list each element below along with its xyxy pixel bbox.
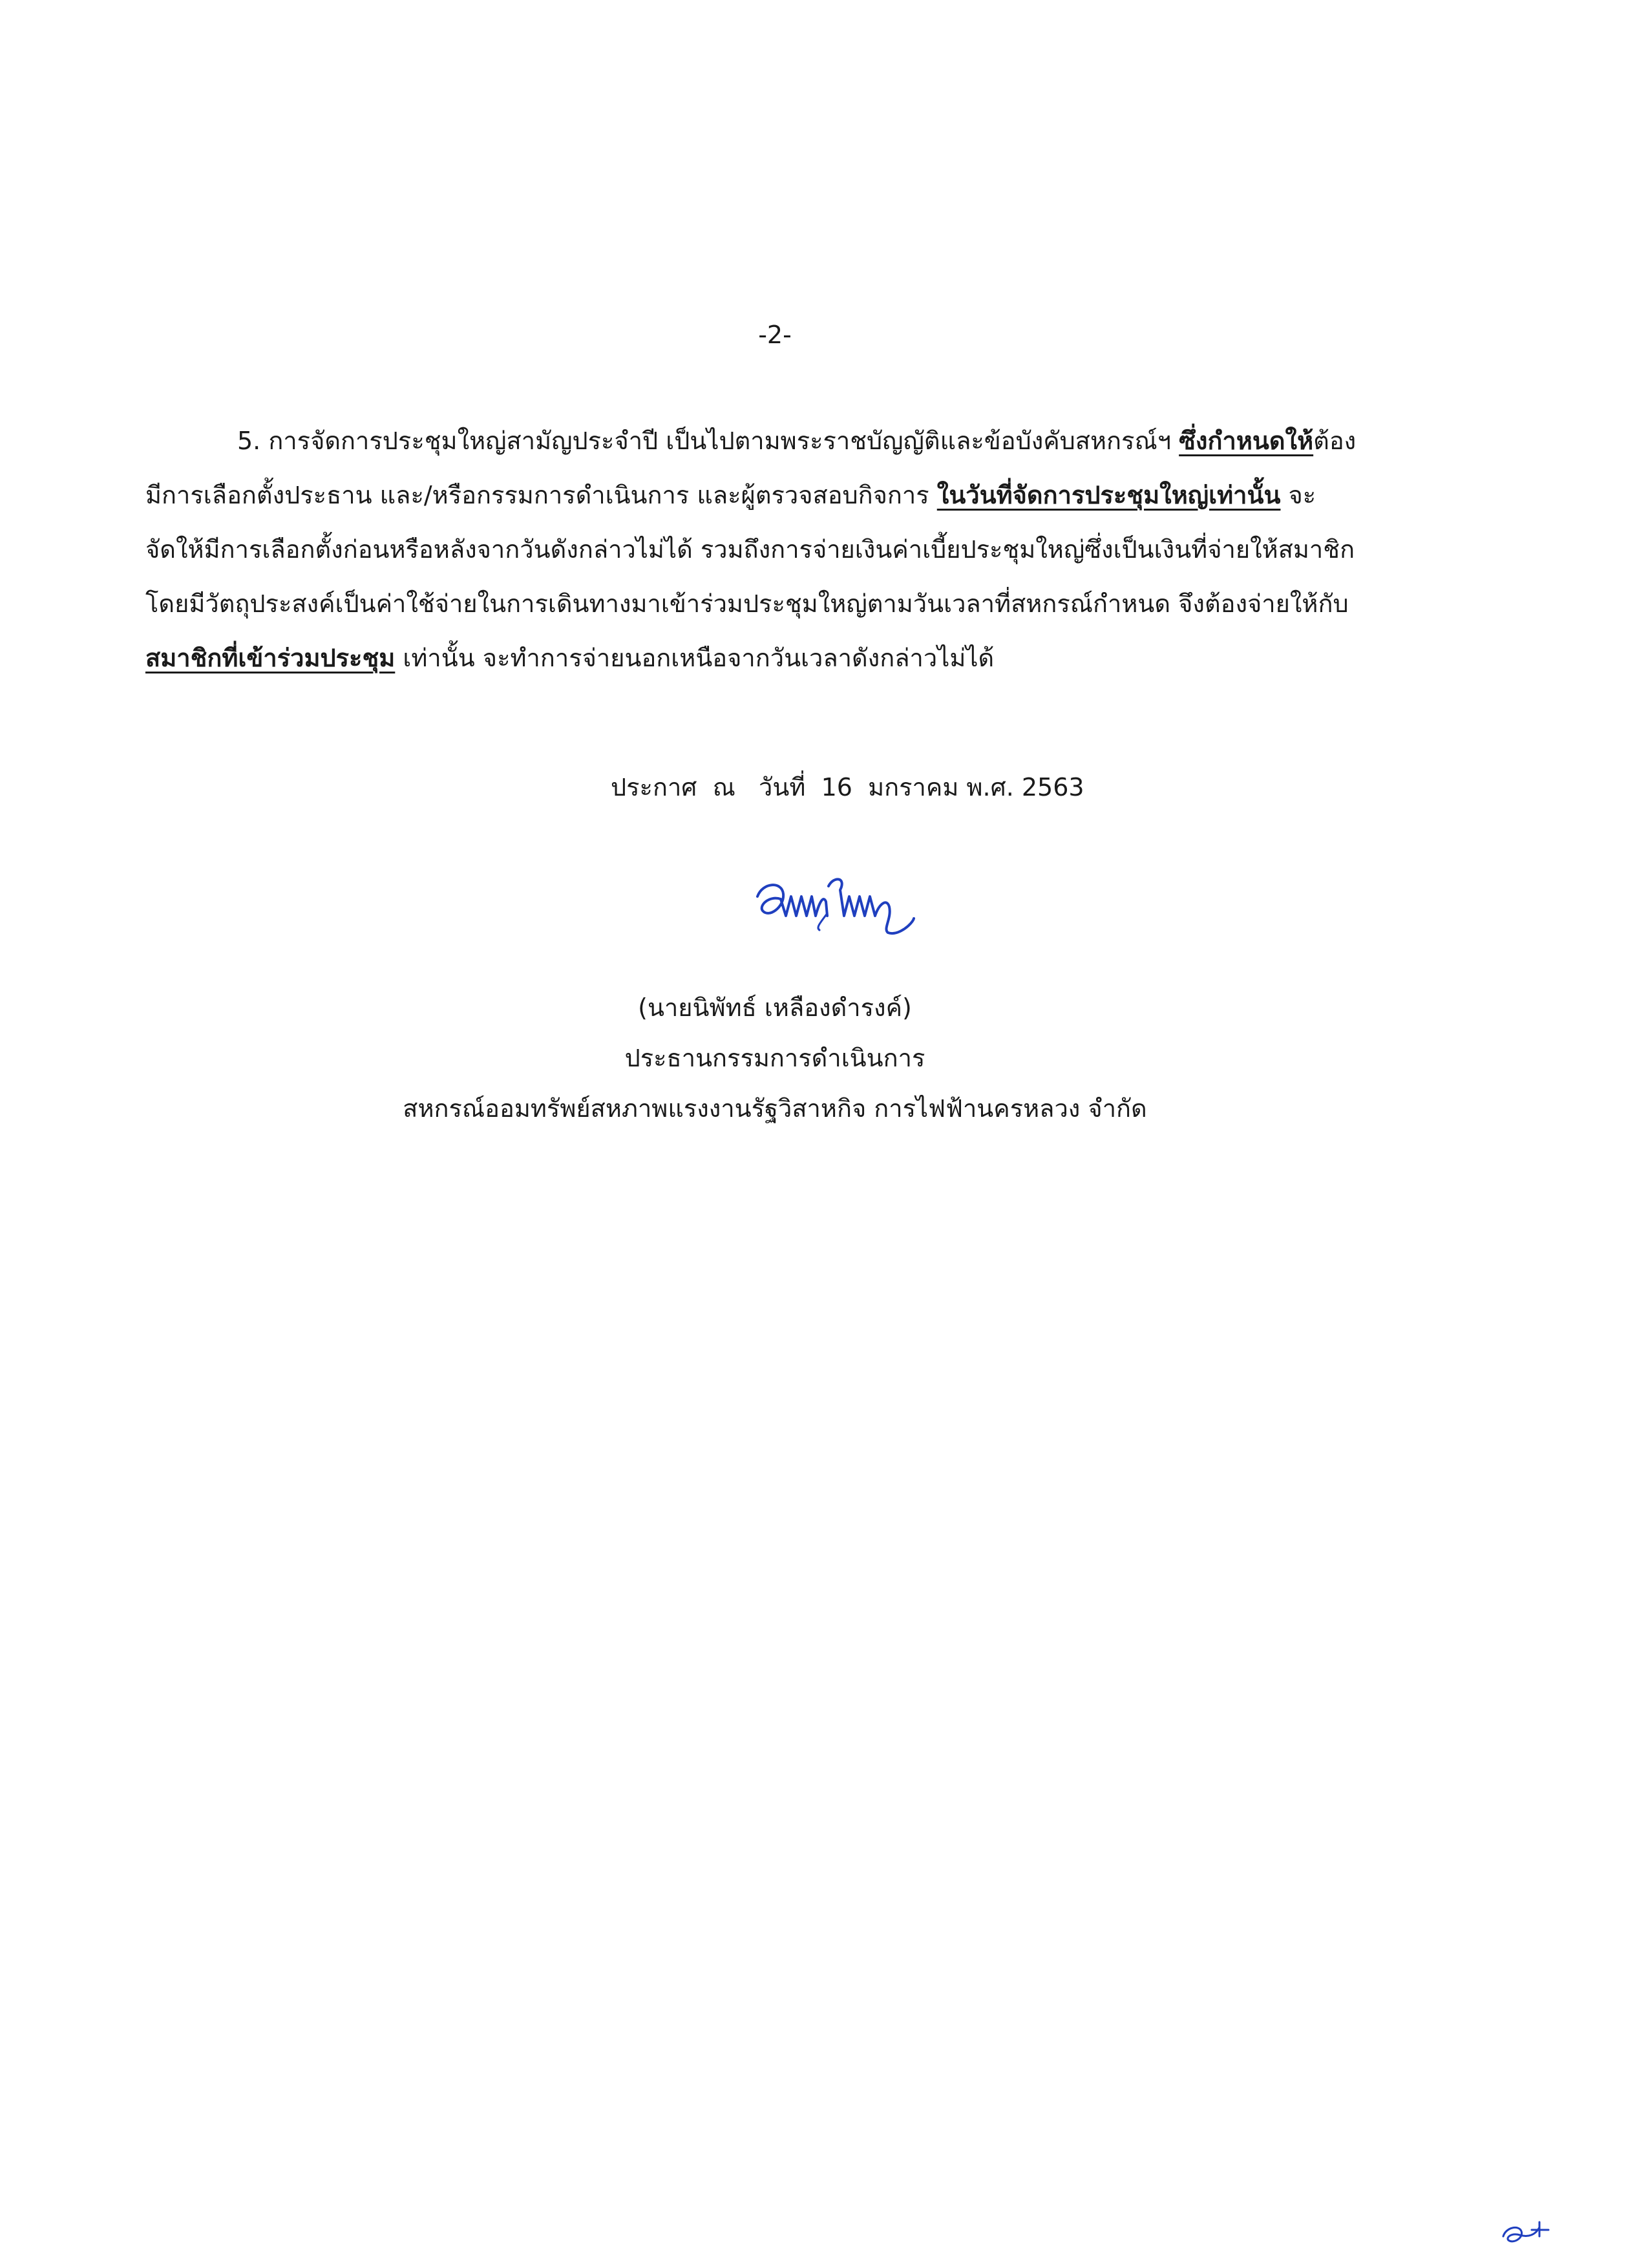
organization-name: สหกรณ์ออมทรัพย์สหภาพแรงงานรัฐวิสาหกิจ การไฟฟ้านครหลวง จำกัด [403,1094,1147,1123]
paragraph-line-1-text: 5. การจัดการประชุมใหญ่สามัญประจำปี เป็นไปตามพระราชบัญญัติและข้อบังคับสหกรณ์ฯ [237,427,1179,455]
emphasis-text-1: ซึ่งกำหนดให้ [1179,427,1314,455]
signature-block [0,982,1550,1134]
paragraph-line-5 [145,631,1412,685]
body-paragraph [145,414,1412,685]
paragraph-line-2-end: จะ [1280,481,1316,509]
initial-mark [1499,2210,1558,2249]
paragraph-line-1-end: ต้อง [1313,427,1357,455]
paragraph-line-2 [145,468,1412,522]
paragraph-line-5-text: เท่านั้น จะทำการจ่ายนอกเหนือจากวันเวลาดังกล่าวไม่ได้ [395,644,995,672]
signatory-position: ประธานกรรมการดำเนินการ [624,1044,925,1072]
announcement-date: ประกาศ ณ วันที่ 16 มกราคม พ.ศ. 2563 [611,773,1084,801]
paragraph-line-2-text: มีการเลือกตั้งประธาน และ/หรือกรรมการดำเนินการ และผู้ตรวจสอบกิจการ [145,481,937,509]
signatory-name: (นายนิพัทธ์ เหลืองดำรงค์) [638,993,912,1022]
paragraph-line-1 [145,414,1412,468]
paragraph-line-4: โดยมีวัตถุประสงค์เป็นค่าใช้จ่ายในการเดินทางมาเข้าร่วมประชุมใหญ่ตามวันเวลาที่สหกรณ์กำหนด จึงต้องจ่ายให้กับ [145,589,1349,618]
handwritten-signature [743,856,937,940]
emphasis-text-3: สมาชิกที่เข้าร่วมประชุม [145,644,396,672]
page-number: -2- [758,321,792,349]
emphasis-text-2: ในวันที่จัดการประชุมใหญ่เท่านั้น [936,481,1281,509]
paragraph-line-3: จัดให้มีการเลือกตั้งก่อนหรือหลังจากวันดังกล่าวไม่ได้ รวมถึงการจ่ายเงินค่าเบี้ยประชุมใหญ่ซึ่งเป็นเงินที่จ่ายให้สมาชิก [145,535,1355,564]
